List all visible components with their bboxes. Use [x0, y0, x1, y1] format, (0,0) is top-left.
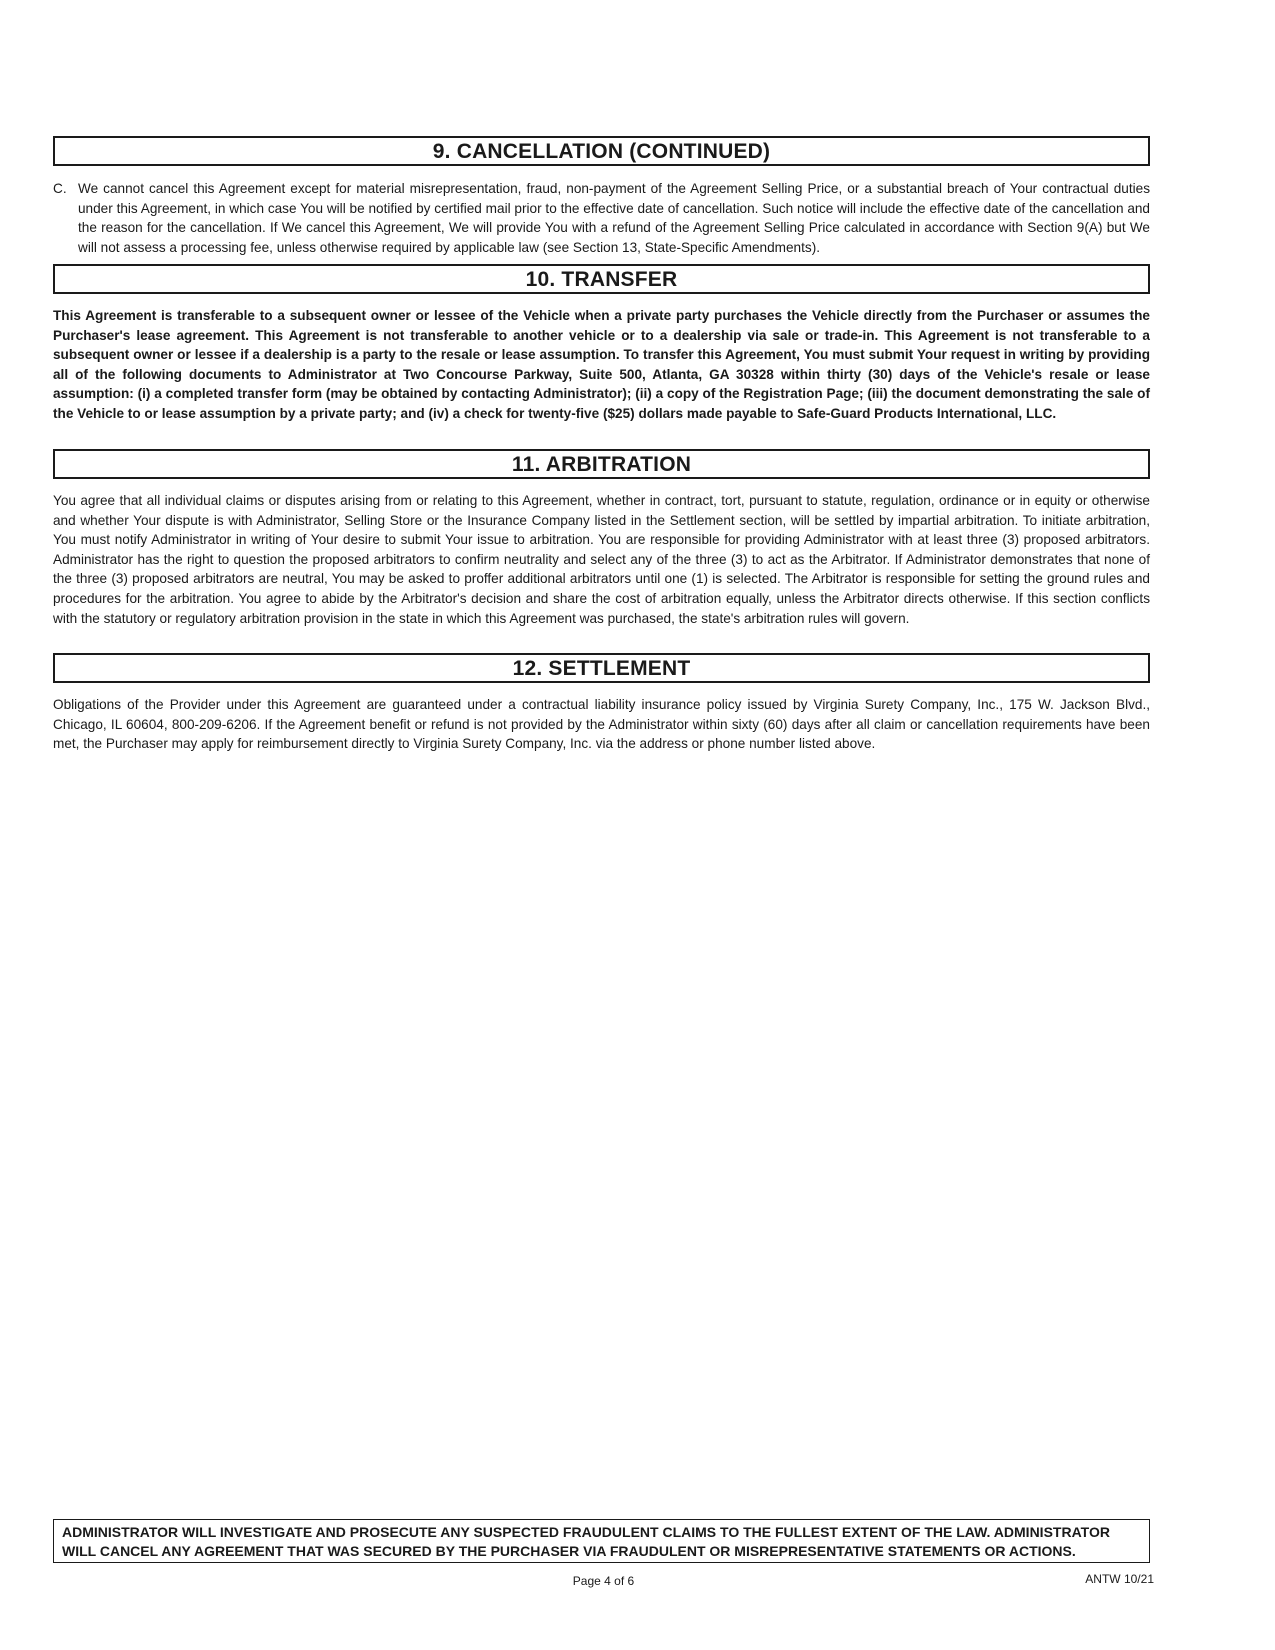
form-code: ANTW 10/21: [1085, 1572, 1154, 1586]
settlement-paragraph: Obligations of the Provider under this Agreement are guaranteed under a contractual liability insurance policy issued by Virginia Surety Company, Inc., 175 W. Jackson Blvd., Chicago, IL 60604, 800-209-6206. If the Agreement benefit or refund is not provided by the Administrator within sixty (60) days after all claim or cancellation requirements have been met, the Purchaser may apply for reimbursement directly to Virginia Surety Company, Inc. via the address or phone number listed above.: [53, 697, 1150, 752]
document-page: [53, 0, 1154, 1650]
page-number: Page 4 of 6: [572, 1574, 635, 1588]
section-12-heading: 12. SETTLEMENT: [53, 653, 1150, 683]
section-11-heading: 11. ARBITRATION: [53, 449, 1150, 479]
list-marker: C.: [53, 181, 67, 196]
fraud-notice-box: ADMINISTRATOR WILL INVESTIGATE AND PROSECUTE ANY SUSPECTED FRAUDULENT CLAIMS TO THE FULLEST EXTENT OF THE LAW. ADMINISTRATOR WILL CANCEL ANY AGREEMENT THAT WAS SECURED BY THE PURCHASER VIA FRAUDULENT OR MISREPRESENTATIVE STATEMENTS OR ACTIONS.: [53, 1519, 1150, 1563]
cancellation-item-c-text: We cannot cancel this Agreement except for material misrepresentation, fraud, non-payment of the Agreement Selling Price, or a substantial breach of Your contractual duties under this Agreement, in which case You will be notified by certified mail prior to the effective date of cancellation. Such notice will include the effective date of the cancellation and the reason for the cancellation. If We cancel this Agreement, We will provide You with a refund of the Agreement Selling Price calculated in accordance with Section 9(A) but We will not assess a processing fee, unless otherwise required by applicable law (see Section 13, State-Specific Amendments).: [78, 181, 1150, 255]
section-10-heading: 10. TRANSFER: [53, 264, 1150, 294]
arbitration-paragraph: You agree that all individual claims or disputes arising from or relating to this Agreement, whether in contract, tort, pursuant to statute, regulation, ordinance or in equity or otherwise and whether Your dispute is with Administrator, Selling Store or the Insurance Company listed in the Settlement section, will be settled by impartial arbitration. To initiate arbitration, You must notify Administrator in writing of Your desire to submit Your issue to arbitration. You are responsible for providing Administrator with at least three (3) proposed arbitrators. Administrator has the right to question the proposed arbitrators to confirm neutrality and select any of the three (3) to act as the Arbitrator. If Administrator demonstrates that none of the three (3) proposed arbitrators are neutral, You may be asked to proffer additional arbitrators until one (1) is selected. The Arbitrator is responsible for setting the ground rules and procedures for the arbitration. You agree to abide by the Arbitrator's decision and share the cost of arbitration equally, unless the Arbitrator directs otherwise. If this section conflicts with the statutory or regulatory arbitration provision in the state in which this Agreement was purchased, the state's arbitration rules will govern.: [53, 493, 1150, 626]
section-9-heading: 9. CANCELLATION (CONTINUED): [53, 136, 1150, 166]
cancellation-item-c: [53, 179, 1150, 257]
transfer-paragraph: This Agreement is transferable to a subsequent owner or lessee of the Vehicle when a private party purchases the Vehicle directly from the Purchaser or assumes the Purchaser's lease agreement. This Agreement is not transferable to another vehicle or to a dealership via sale or trade-in. This Agreement is not transferable to a subsequent owner or lessee if a dealership is a party to the resale or lease assumption. To transfer this Agreement, You must submit Your request in writing by providing all of the following documents to Administrator at Two Concourse Parkway, Suite 500, Atlanta, GA 30328 within thirty (30) days of the Vehicle's resale or lease assumption: (i) a completed transfer form (may be obtained by contacting Administrator); (ii) a copy of the Registration Page; (iii) the document demonstrating the sale of the Vehicle to or lease assumption by a private party; and (iv) a check for twenty-five ($25) dollars made payable to Safe-Guard Products International, LLC.: [53, 308, 1150, 421]
